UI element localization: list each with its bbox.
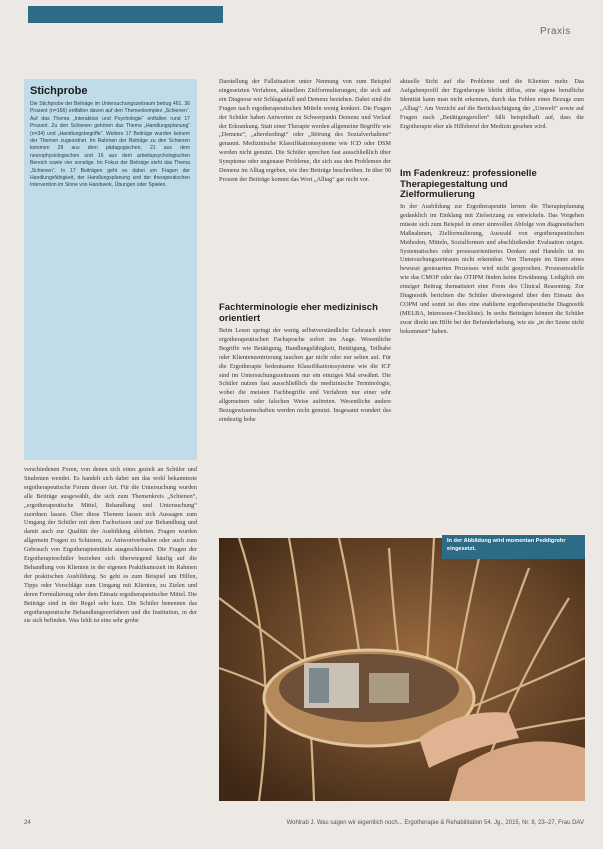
box-title: Stichprobe bbox=[30, 85, 88, 97]
column-1-lower: verschiedenen Foren, von denen sich eines gezielt an Schüler und Studenten wendet. Es handelt sich dabei um das wohl bekannteste ergotherapeutische Forum dieser Art. Für die Untersuchung wurden alle Beiträge ausgewählt, die sich zum Themenkreis „Schienen“, „ergotherapeutische Mittel, Behandlung und Untersuchung“ zuordnen lassen. Über diese Themen lassen sich Aussagen zum Umgang der Schüler mit dem Fachwissen und zur Behandlung und damit auch zur Qualität der Ausbildung ableiten. Fragen wurden allgemein Fragen zu Schienen, zu Antwortverhalten oder auch zum Gebrauch von Ergotherapiemitteln ausgeschlossen. Die Fragen der Ergotherapieschüler beziehen sich überwiegend häufig auf die Behandlung von Klienten in der eigenen Praktikumszeit im Rahmen der praktischen Ausbildung. So geht es zum Beispiel um Hilfen, Tipps oder Vorschläge zum Umgang mit Klienten, zu Zielen und deren Formulierung oder dem Einsatz ergotherapeutischer Mittel. Die Beiträge sind in der Regel sehr kurz. Die Schüler benennen das ergotherapeutische Behandlungsverfahren und die Institution, in der sie sich befinden. Was fehlt ist eine sehr grobe bbox=[24, 466, 197, 625]
footer-citation: Wohlrab J. Was sagen wir eigentlich noch... Ergotherapie & Rehabilitation 54. Jg., 2015, Nr. 8, 23–27, Frau DAV bbox=[286, 820, 584, 826]
box-text: Die Stichprobe der Beiträge im Untersuchungszeitraum betrug 461. 36 Prozent (n=166) entfallen davon auf den Themenkomplex „Schienen“. Auf das Thema „Interaktion und Psychologie“ entfallen rund 17 Prozent. Zu den Schienen gehören das Thema „Handlungsplanung“ (n=34) und „Handlungsbegriffe“. Weitere 17 Beiträge wurden keinem der Themen zugeordnet. Im Rahmen der Beiträge zu den Schienen kommen 28 aus dem pädagogischen, 21 aus dem neurophysiologischen und 16 aus dem arbeitspsychologischen Bereich sowie vier sonstige. Im Fokus der Beiträge steht das Thema „Schienen“. In 17 Beiträgen geht es dabei um Fragen der Handlungsfähigkeit, der Handlungsplanung und der therapeutischen Intervention im Sinne von Handwerk, Übungen oder Spielen. bbox=[30, 101, 190, 189]
column-2-upper: Darstellung der Fallsituation unter Nennung von zum Beispiel eingesetzten Verfahren, aktuellem Zielformulierungen, die sich auf ein Diagnose wie Schlaganfall und Demenz beziehen. Dabei sind die Fragen nach ergotherapeutischen Mitteln wenig konkret. Die Fragen der Schüler haben Antworten zu Schwerpunkt Demenz und Verlauf der Erkrankung. Statt einer Therapie werden allgemeine Begriffe wie „Demenz“, „altersbedingt“ oder „Störung des Sozialverhaltens“ genannt. Medizinische Klassifikationssysteme wie ICD oder DSM werden nicht genutzt. Die Schüler sprechen fast ausschließlich über Symptome oder ungenaue Probleme, die sich aus den Problemen der Demenz im Alltag ergeben, wie ihre Beiträge beschreiben. In über 90 Prozent der Beiträge kommt das Wort „Alltag“ gar nicht vor. bbox=[219, 78, 391, 183]
basket-weaving-photo bbox=[219, 538, 585, 801]
header-bar bbox=[28, 6, 223, 23]
column-2-lower: Beim Lesen springt der wenig selbstverständliche Gebrauch einer ergotherapeutischen Fachsprache sofort ins Auge. Wesentliche Begriffe wie Betätigung, Handlungsfähigkeit, Betätigung, Teilhabe oder Klientenzentrierung tauchen gar nicht oder nur selten auf. Für die Ergotherapie bedeutsame Klassifikationssysteme wie die ICF sind im Untersuchungszeitraum nur ein einziges Mal erwähnt. Die Schüler nutzen fast ausschließlich die medizinische Terminologie, wobei die meisten Fachbegriffe und Verfahren nur einer sehr allgemeinen oder falschen Weise auftreten. Wesentliche andere Bezugswissenschaften werden nicht genutzt. Insgesamt wundert das eindeutig hohe bbox=[219, 327, 391, 424]
info-box bbox=[24, 79, 197, 460]
page-number: 24 bbox=[24, 820, 31, 826]
section-label: Praxis bbox=[540, 26, 571, 37]
photo-caption: In der Abbildung wird momentan Peddigrohr eingesetzt. bbox=[442, 535, 585, 559]
heading-fachterminologie: Fachterminologie eher medizinisch orientiert bbox=[219, 302, 378, 324]
heading-fadenkreuz: Im Fadenkreuz: professionelle Therapiegestaltung und Zielformulierung bbox=[400, 168, 537, 200]
column-3-upper: aktuelle Sicht auf die Probleme und die Klienten mehr. Das Aufgabenprofil der Ergotherapie bleibt diffus, eine eigene berufliche Identität kann man nicht erkennen, durch das Fehlen eines Bezugs zum „Alltag“. Am Verzicht auf die Berücksichtigung der „Umwelt“ sowie auf Fragen nach „Betätigungsrollen“ fällt beispielhaft auf, dass die Ergotherapie eher als Hilfsberuf der Medizin gesehen wird. bbox=[400, 78, 584, 130]
column-3-lower: In der Ausbildung zur Ergotherapeutin lernen die Therapieplanung gedanklich im Einklang mit Zielsetzung zu entwickeln. Das Vorgehen müsste sich zum Beispiel in einer sinnvollen Abfolge von diagnostischen Maßnahmen, Zielformulierung, Auswahl von ergotherapeutischen Methoden, Mitteln, Sozialformen und abschließender Evaluation zeigen. Systematisches oder prozessorientiertes Denken und Handeln ist im Untersuchungszeitraum nicht erkennbar. Von Therapie im Sinne eines bewusst gesteuerten Prozesses wird nicht gesprochen. Prozessmodelle wie das CMOP oder das OTIPM finden keine Erwähnung. Lediglich ein einziger Beitrag thematisiert eine Form des Clinical Reasoning. Zur Diagnostik berichten die Schüler überwiegend über den Einsatz des COPM und somit ist dies eine etablierte ergotherapeutische Diagnostik (MELBA, Interessen-Checkliste). In sechs Beiträgen können die Schüler zwar direkt um Hilfe bei der Befunderhebung, wie sie „in der Szene nicht bekommen“ haben. bbox=[400, 203, 584, 335]
photo-illustration bbox=[219, 538, 585, 801]
